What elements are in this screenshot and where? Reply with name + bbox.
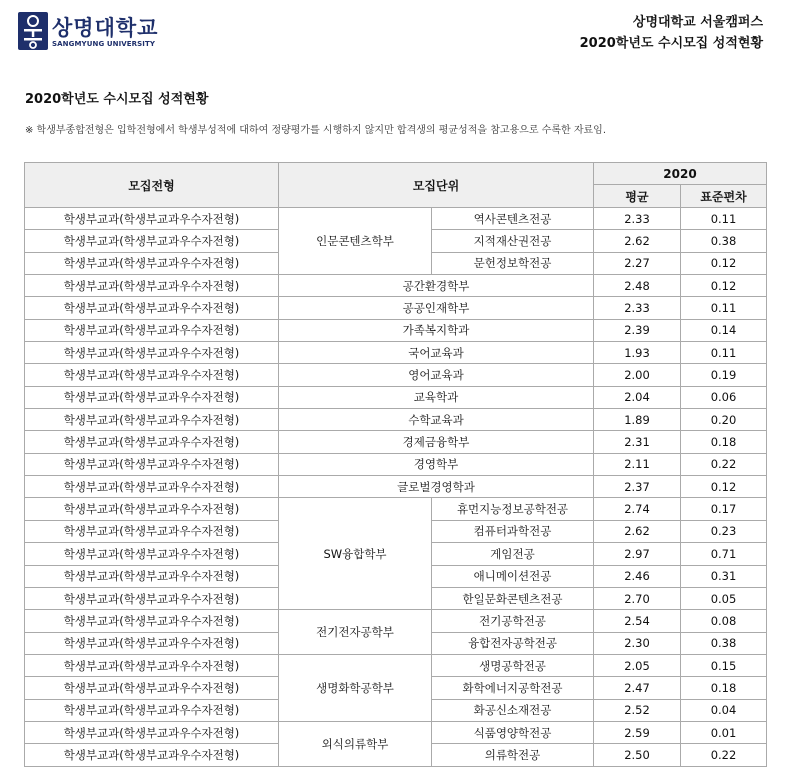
std-dev-cell: 0.18 [681, 677, 767, 699]
department-cell: 경제금융학부 [279, 431, 594, 453]
major-cell: 지적재산권전공 [432, 230, 594, 252]
department-cell: 수학교육과 [279, 409, 594, 431]
division-cell: 외식의류학부 [279, 721, 432, 766]
average-cell: 2.47 [594, 677, 681, 699]
header-admission-unit: 모집단위 [279, 163, 594, 208]
table-row [25, 342, 767, 364]
table-row [25, 409, 767, 431]
admission-type-cell: 학생부교과(학생부교과우수자전형) [25, 230, 279, 252]
header-average: 평균 [594, 185, 681, 208]
admission-type-cell: 학생부교과(학생부교과우수자전형) [25, 453, 279, 475]
header-year: 2020 [594, 163, 767, 185]
average-cell: 2.33 [594, 297, 681, 319]
std-dev-cell: 0.19 [681, 364, 767, 386]
admission-type-cell: 학생부교과(학생부교과우수자전형) [25, 498, 279, 520]
major-cell: 한일문화콘텐츠전공 [432, 587, 594, 609]
average-cell: 2.11 [594, 453, 681, 475]
major-cell: 화공신소재전공 [432, 699, 594, 721]
table-row [25, 610, 767, 632]
std-dev-cell: 0.15 [681, 654, 767, 676]
average-cell: 2.62 [594, 520, 681, 542]
department-cell: 영어교육과 [279, 364, 594, 386]
admission-type-cell: 학생부교과(학생부교과우수자전형) [25, 654, 279, 676]
admission-type-cell: 학생부교과(학생부교과우수자전형) [25, 677, 279, 699]
std-dev-cell: 0.20 [681, 409, 767, 431]
department-cell: 글로벌경영학과 [279, 476, 594, 498]
average-cell: 2.54 [594, 610, 681, 632]
average-cell: 2.70 [594, 587, 681, 609]
table-row [25, 654, 767, 676]
std-dev-cell: 0.23 [681, 520, 767, 542]
admission-type-cell: 학생부교과(학생부교과우수자전형) [25, 342, 279, 364]
table-header-row [25, 163, 767, 185]
std-dev-cell: 0.22 [681, 453, 767, 475]
admission-results-table [24, 162, 767, 767]
department-cell: 교육학과 [279, 386, 594, 408]
admission-type-cell: 학생부교과(학생부교과우수자전형) [25, 543, 279, 565]
division-cell: SW융합학부 [279, 498, 432, 610]
admission-type-cell: 학생부교과(학생부교과우수자전형) [25, 386, 279, 408]
table-row [25, 498, 767, 520]
major-cell: 문헌정보학전공 [432, 252, 594, 274]
admission-type-cell: 학생부교과(학생부교과우수자전형) [25, 364, 279, 386]
division-cell: 인문콘텐츠학부 [279, 208, 432, 275]
major-cell: 컴퓨터과학전공 [432, 520, 594, 542]
admission-type-cell: 학생부교과(학생부교과우수자전형) [25, 275, 279, 297]
admission-type-cell: 학생부교과(학생부교과우수자전형) [25, 319, 279, 341]
division-cell: 전기전자공학부 [279, 610, 432, 655]
division-cell: 생명화학공학부 [279, 654, 432, 721]
university-logo [18, 12, 158, 52]
average-cell: 2.39 [594, 319, 681, 341]
std-dev-cell: 0.11 [681, 342, 767, 364]
average-cell: 2.33 [594, 208, 681, 230]
table-row [25, 275, 767, 297]
std-dev-cell: 0.71 [681, 543, 767, 565]
department-cell: 공간환경학부 [279, 275, 594, 297]
std-dev-cell: 0.31 [681, 565, 767, 587]
average-cell: 1.89 [594, 409, 681, 431]
major-cell: 의류학전공 [432, 744, 594, 766]
page-title: 2020학년도 수시모집 성적현황 [25, 92, 209, 107]
logo-english-name: SANGMYUNG UNIVERSITY [52, 40, 156, 48]
admission-type-cell: 학생부교과(학생부교과우수자전형) [25, 252, 279, 274]
average-cell: 2.00 [594, 364, 681, 386]
table-row [25, 386, 767, 408]
admission-type-cell: 학생부교과(학생부교과우수자전형) [25, 721, 279, 743]
average-cell: 2.27 [594, 252, 681, 274]
admission-type-cell: 학생부교과(학생부교과우수자전형) [25, 565, 279, 587]
major-cell: 화학에너지공학전공 [432, 677, 594, 699]
major-cell: 전기공학전공 [432, 610, 594, 632]
std-dev-cell: 0.04 [681, 699, 767, 721]
average-cell: 2.30 [594, 632, 681, 654]
std-dev-cell: 0.12 [681, 275, 767, 297]
std-dev-cell: 0.06 [681, 386, 767, 408]
admission-type-cell: 학생부교과(학생부교과우수자전형) [25, 744, 279, 766]
average-cell: 2.97 [594, 543, 681, 565]
std-dev-cell: 0.11 [681, 297, 767, 319]
department-cell: 가족복지학과 [279, 319, 594, 341]
header-std-dev: 표준편차 [681, 185, 767, 208]
major-cell: 애니메이션전공 [432, 565, 594, 587]
department-cell: 국어교육과 [279, 342, 594, 364]
average-cell: 2.46 [594, 565, 681, 587]
table-body [25, 208, 767, 767]
major-cell: 휴먼지능정보공학전공 [432, 498, 594, 520]
major-cell: 게임전공 [432, 543, 594, 565]
campus-name: 상명대학교 서울캠퍼스 [632, 15, 763, 30]
std-dev-cell: 0.14 [681, 319, 767, 341]
std-dev-cell: 0.05 [681, 587, 767, 609]
std-dev-cell: 0.18 [681, 431, 767, 453]
std-dev-cell: 0.38 [681, 632, 767, 654]
admission-type-cell: 학생부교과(학생부교과우수자전형) [25, 208, 279, 230]
department-cell: 공공인재학부 [279, 297, 594, 319]
std-dev-cell: 0.12 [681, 476, 767, 498]
average-cell: 2.48 [594, 275, 681, 297]
department-cell: 경영학부 [279, 453, 594, 475]
table-row [25, 476, 767, 498]
average-cell: 2.04 [594, 386, 681, 408]
admission-type-cell: 학생부교과(학생부교과우수자전형) [25, 409, 279, 431]
average-cell: 2.50 [594, 744, 681, 766]
std-dev-cell: 0.11 [681, 208, 767, 230]
reference-note: ※ 학생부종합전형은 입학전형에서 학생부성적에 대하여 정량평가를 시행하지 않지만 합격생의 평균성적을 참고용으로 수록한 자료임. [25, 125, 607, 136]
header-subtitle: 2020학년도 수시모집 성적현황 [579, 36, 763, 51]
major-cell: 역사콘텐츠전공 [432, 208, 594, 230]
admission-type-cell: 학생부교과(학생부교과우수자전형) [25, 587, 279, 609]
major-cell: 식품영양학전공 [432, 721, 594, 743]
admission-type-cell: 학생부교과(학생부교과우수자전형) [25, 431, 279, 453]
std-dev-cell: 0.12 [681, 252, 767, 274]
std-dev-cell: 0.38 [681, 230, 767, 252]
header-admission-type: 모집전형 [25, 163, 279, 208]
table-row [25, 364, 767, 386]
university-emblem-icon [18, 12, 48, 50]
table-row [25, 721, 767, 743]
average-cell: 2.31 [594, 431, 681, 453]
major-cell: 융합전자공학전공 [432, 632, 594, 654]
admission-type-cell: 학생부교과(학생부교과우수자전형) [25, 476, 279, 498]
std-dev-cell: 0.08 [681, 610, 767, 632]
average-cell: 2.37 [594, 476, 681, 498]
average-cell: 1.93 [594, 342, 681, 364]
table-row [25, 208, 767, 230]
admission-type-cell: 학생부교과(학생부교과우수자전형) [25, 632, 279, 654]
average-cell: 2.62 [594, 230, 681, 252]
average-cell: 2.05 [594, 654, 681, 676]
std-dev-cell: 0.22 [681, 744, 767, 766]
admission-type-cell: 학생부교과(학생부교과우수자전형) [25, 610, 279, 632]
table-row [25, 453, 767, 475]
table-row [25, 431, 767, 453]
major-cell: 생명공학전공 [432, 654, 594, 676]
std-dev-cell: 0.01 [681, 721, 767, 743]
average-cell: 2.52 [594, 699, 681, 721]
logo-name: 상명대학교 [52, 16, 159, 40]
table-row [25, 297, 767, 319]
std-dev-cell: 0.17 [681, 498, 767, 520]
admission-type-cell: 학생부교과(학생부교과우수자전형) [25, 699, 279, 721]
admission-type-cell: 학생부교과(학생부교과우수자전형) [25, 297, 279, 319]
header-right [580, 12, 763, 54]
table-row [25, 319, 767, 341]
average-cell: 2.74 [594, 498, 681, 520]
admission-type-cell: 학생부교과(학생부교과우수자전형) [25, 520, 279, 542]
average-cell: 2.59 [594, 721, 681, 743]
